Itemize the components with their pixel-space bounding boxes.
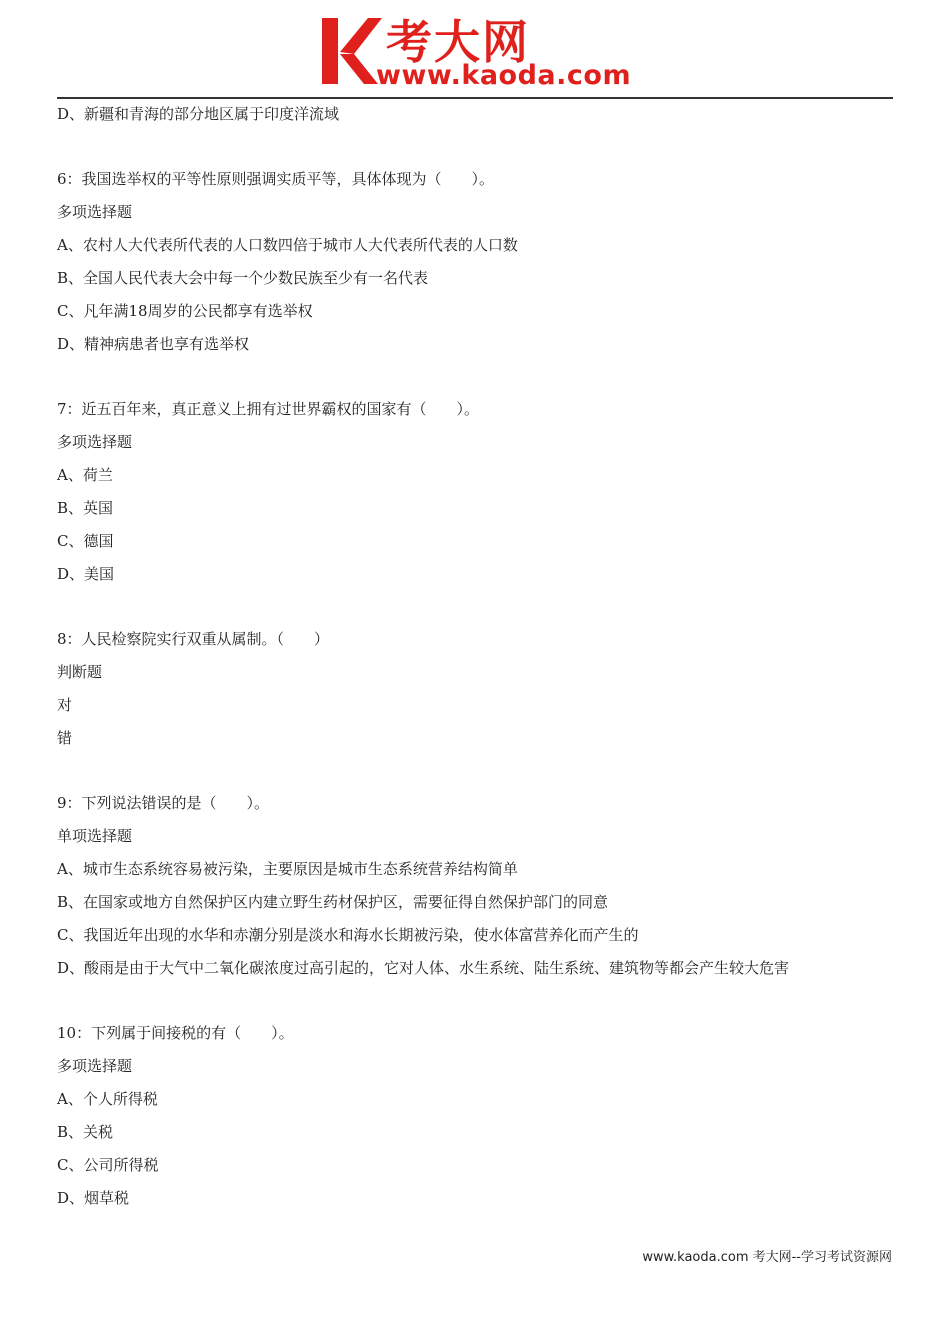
exam-content [57,98,897,1215]
logo-chinese-text: 考大网 [386,15,530,69]
k-logo-icon [318,14,382,88]
option: D、烟草税 [57,1189,130,1207]
option: 错 [57,729,73,747]
option: A、荷兰 [57,466,113,484]
question-type: 多项选择题 [57,1057,133,1075]
question-stem: 9：下列说法错误的是（ ）。 [57,794,270,812]
question-type: 判断题 [57,663,103,681]
question-stem: 10：下列属于间接税的有（ ）。 [57,1024,294,1042]
question-stem: 8：人民检察院实行双重从属制。（ ） [57,630,330,648]
option: 对 [57,696,73,714]
question-9 [57,787,897,985]
question-type: 单项选择题 [57,827,133,845]
question-type: 多项选择题 [57,203,133,221]
option: B、在国家或地方自然保护区内建立野生药材保护区，需要征得自然保护部门的同意 [57,893,609,911]
logo-url-text: www.kaoda.com [376,60,632,91]
page-footer[interactable]: www.kaoda.com 考大网--学习考试资源网 [642,1250,892,1265]
option: D、精神病患者也享有选举权 [57,335,250,353]
option: C、凡年满18周岁的公民都享有选举权 [57,302,313,320]
kaoda-logo[interactable] [318,6,648,94]
option: B、全国人民代表大会中每一个少数民族至少有一名代表 [57,269,429,287]
question-stem: 7：近五百年来，真正意义上拥有过世界霸权的国家有（ ）。 [57,400,480,418]
question-stem: 6：我国选举权的平等性原则强调实质平等，具体体现为（ ）。 [57,170,495,188]
option: A、城市生态系统容易被污染，主要原因是城市生态系统营养结构简单 [57,860,518,878]
option: C、公司所得税 [57,1156,159,1174]
page-header [0,0,950,100]
option: A、个人所得税 [57,1090,158,1108]
option: C、德国 [57,532,114,550]
question-7 [57,393,897,591]
question-8 [57,623,897,755]
option: C、我国近年出现的水华和赤潮分别是淡水和海水长期被污染，使水体富营养化而产生的 [57,926,639,944]
question-6 [57,163,897,361]
option: D、美国 [57,565,115,583]
option: D、酸雨是由于大气中二氧化碳浓度过高引起的，它对人体、水生系统、陆生系统、建筑物等都会产生较大危害 [57,959,790,977]
question-type: 多项选择题 [57,433,133,451]
question-10 [57,1017,897,1215]
option: B、关税 [57,1123,114,1141]
option: B、英国 [57,499,114,517]
carryover-option: D、新疆和青海的部分地区属于印度洋流域 [57,105,340,123]
option: A、农村人大代表所代表的人口数四倍于城市人大代表所代表的人口数 [57,236,518,254]
